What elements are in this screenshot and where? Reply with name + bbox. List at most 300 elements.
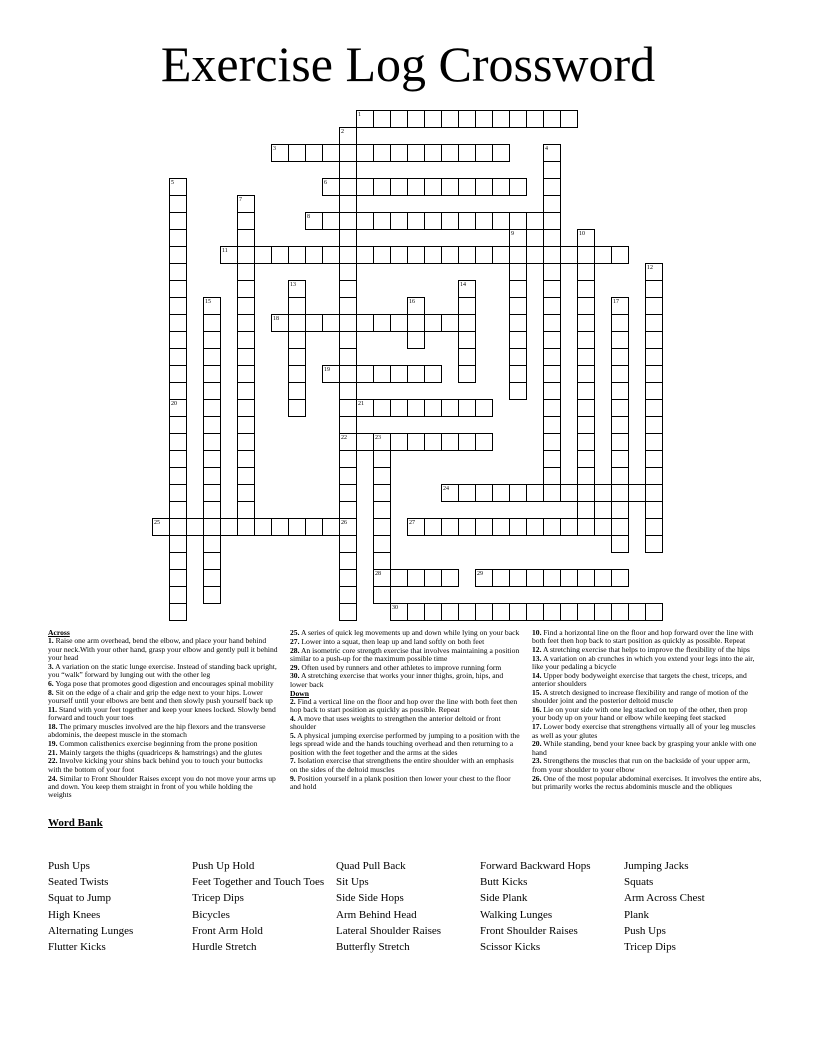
grid-cell[interactable] — [373, 433, 391, 451]
grid-cell[interactable] — [509, 569, 527, 587]
grid-cell[interactable] — [492, 518, 510, 536]
grid-cell[interactable] — [339, 586, 357, 604]
grid-cell[interactable] — [220, 518, 238, 536]
grid-cell[interactable] — [475, 212, 493, 230]
grid-cell[interactable] — [237, 229, 255, 247]
grid-cell[interactable] — [288, 144, 306, 162]
grid-cell[interactable] — [407, 246, 425, 264]
grid-cell[interactable] — [424, 365, 442, 383]
grid-cell[interactable] — [339, 450, 357, 468]
grid-cell[interactable] — [645, 297, 663, 315]
grid-cell[interactable] — [271, 246, 289, 264]
grid-cell[interactable] — [645, 280, 663, 298]
grid-cell[interactable] — [220, 246, 238, 264]
grid-cell[interactable] — [543, 365, 561, 383]
grid-cell[interactable] — [356, 314, 374, 332]
grid-cell[interactable] — [203, 501, 221, 519]
grid-cell[interactable] — [577, 484, 595, 502]
grid-cell[interactable] — [237, 450, 255, 468]
grid-cell[interactable] — [611, 297, 629, 315]
grid-cell[interactable] — [288, 399, 306, 417]
grid-cell[interactable] — [441, 178, 459, 196]
grid-cell[interactable] — [645, 314, 663, 332]
grid-cell[interactable] — [645, 416, 663, 434]
grid-cell[interactable] — [339, 569, 357, 587]
grid-cell[interactable] — [203, 484, 221, 502]
grid-cell[interactable] — [543, 484, 561, 502]
grid-cell[interactable] — [458, 212, 476, 230]
grid-cell[interactable] — [373, 552, 391, 570]
grid-cell[interactable] — [441, 433, 459, 451]
grid-cell[interactable] — [169, 246, 187, 264]
grid-cell[interactable] — [645, 535, 663, 553]
grid-cell[interactable] — [373, 450, 391, 468]
grid-cell[interactable] — [305, 144, 323, 162]
grid-cell[interactable] — [543, 518, 561, 536]
grid-cell[interactable] — [288, 348, 306, 366]
grid-cell[interactable] — [390, 246, 408, 264]
grid-cell[interactable] — [441, 399, 459, 417]
grid-cell[interactable] — [390, 569, 408, 587]
grid-cell[interactable] — [509, 110, 527, 128]
grid-cell[interactable] — [441, 314, 459, 332]
grid-cell[interactable] — [458, 399, 476, 417]
grid-cell[interactable] — [543, 467, 561, 485]
grid-cell[interactable] — [339, 229, 357, 247]
grid-cell[interactable] — [390, 365, 408, 383]
grid-cell[interactable] — [611, 467, 629, 485]
grid-cell[interactable] — [373, 178, 391, 196]
grid-cell[interactable] — [424, 518, 442, 536]
grid-cell[interactable] — [339, 552, 357, 570]
grid-cell[interactable] — [577, 229, 595, 247]
grid-cell[interactable] — [237, 263, 255, 281]
grid-cell[interactable] — [577, 297, 595, 315]
grid-cell[interactable] — [203, 586, 221, 604]
grid-cell[interactable] — [441, 603, 459, 621]
grid-cell[interactable] — [611, 569, 629, 587]
grid-cell[interactable] — [611, 348, 629, 366]
grid-cell[interactable] — [458, 314, 476, 332]
grid-cell[interactable] — [203, 467, 221, 485]
grid-cell[interactable] — [543, 433, 561, 451]
grid-cell[interactable] — [458, 246, 476, 264]
grid-cell[interactable] — [475, 246, 493, 264]
grid-cell[interactable] — [577, 569, 595, 587]
grid-cell[interactable] — [152, 518, 170, 536]
grid-cell[interactable] — [645, 484, 663, 502]
grid-cell[interactable] — [475, 603, 493, 621]
grid-cell[interactable] — [475, 110, 493, 128]
grid-cell[interactable] — [611, 416, 629, 434]
grid-cell[interactable] — [594, 569, 612, 587]
grid-cell[interactable] — [458, 144, 476, 162]
grid-cell[interactable] — [424, 399, 442, 417]
grid-cell[interactable] — [203, 416, 221, 434]
grid-cell[interactable] — [560, 484, 578, 502]
grid-cell[interactable] — [560, 518, 578, 536]
grid-cell[interactable] — [339, 382, 357, 400]
grid-cell[interactable] — [645, 331, 663, 349]
grid-cell[interactable] — [288, 518, 306, 536]
grid-cell[interactable] — [645, 382, 663, 400]
grid-cell[interactable] — [169, 212, 187, 230]
grid-cell[interactable] — [526, 246, 544, 264]
grid-cell[interactable] — [339, 433, 357, 451]
grid-cell[interactable] — [339, 467, 357, 485]
grid-cell[interactable] — [373, 484, 391, 502]
grid-cell[interactable] — [169, 195, 187, 213]
grid-cell[interactable] — [577, 450, 595, 468]
grid-cell[interactable] — [169, 433, 187, 451]
grid-cell[interactable] — [577, 246, 595, 264]
grid-cell[interactable] — [458, 603, 476, 621]
grid-cell[interactable] — [441, 212, 459, 230]
grid-cell[interactable] — [322, 178, 340, 196]
grid-cell[interactable] — [237, 518, 255, 536]
grid-cell[interactable] — [492, 144, 510, 162]
grid-cell[interactable] — [475, 433, 493, 451]
grid-cell[interactable] — [509, 348, 527, 366]
grid-cell[interactable] — [373, 535, 391, 553]
grid-cell[interactable] — [424, 314, 442, 332]
grid-cell[interactable] — [169, 399, 187, 417]
grid-cell[interactable] — [492, 110, 510, 128]
grid-cell[interactable] — [271, 144, 289, 162]
grid-cell[interactable] — [169, 484, 187, 502]
grid-cell[interactable] — [339, 348, 357, 366]
grid-cell[interactable] — [424, 212, 442, 230]
grid-cell[interactable] — [611, 450, 629, 468]
grid-cell[interactable] — [339, 178, 357, 196]
grid-cell[interactable] — [475, 518, 493, 536]
grid-cell[interactable] — [458, 331, 476, 349]
grid-cell[interactable] — [288, 365, 306, 383]
grid-cell[interactable] — [441, 110, 459, 128]
grid-cell[interactable] — [203, 399, 221, 417]
grid-cell[interactable] — [492, 484, 510, 502]
grid-cell[interactable] — [339, 535, 357, 553]
grid-cell[interactable] — [339, 161, 357, 179]
grid-cell[interactable] — [169, 467, 187, 485]
grid-cell[interactable] — [611, 535, 629, 553]
grid-cell[interactable] — [373, 246, 391, 264]
grid-cell[interactable] — [339, 297, 357, 315]
grid-cell[interactable] — [645, 467, 663, 485]
grid-cell[interactable] — [594, 246, 612, 264]
grid-cell[interactable] — [407, 569, 425, 587]
grid-cell[interactable] — [203, 365, 221, 383]
grid-cell[interactable] — [543, 280, 561, 298]
grid-cell[interactable] — [594, 518, 612, 536]
grid-cell[interactable] — [169, 348, 187, 366]
grid-cell[interactable] — [339, 416, 357, 434]
grid-cell[interactable] — [169, 365, 187, 383]
grid-cell[interactable] — [458, 348, 476, 366]
grid-cell[interactable] — [458, 178, 476, 196]
grid-cell[interactable] — [543, 246, 561, 264]
grid-cell[interactable] — [543, 603, 561, 621]
grid-cell[interactable] — [441, 144, 459, 162]
grid-cell[interactable] — [169, 280, 187, 298]
grid-cell[interactable] — [577, 433, 595, 451]
grid-cell[interactable] — [339, 484, 357, 502]
grid-cell[interactable] — [441, 569, 459, 587]
grid-cell[interactable] — [458, 365, 476, 383]
grid-cell[interactable] — [645, 501, 663, 519]
grid-cell[interactable] — [407, 314, 425, 332]
grid-cell[interactable] — [203, 552, 221, 570]
grid-cell[interactable] — [577, 399, 595, 417]
grid-cell[interactable] — [509, 229, 527, 247]
grid-cell[interactable] — [203, 569, 221, 587]
grid-cell[interactable] — [203, 382, 221, 400]
grid-cell[interactable] — [611, 518, 629, 536]
grid-cell[interactable] — [237, 467, 255, 485]
grid-cell[interactable] — [611, 433, 629, 451]
grid-cell[interactable] — [509, 314, 527, 332]
grid-cell[interactable] — [322, 518, 340, 536]
grid-cell[interactable] — [407, 603, 425, 621]
grid-cell[interactable] — [509, 331, 527, 349]
grid-cell[interactable] — [509, 603, 527, 621]
grid-cell[interactable] — [577, 331, 595, 349]
grid-cell[interactable] — [373, 399, 391, 417]
grid-cell[interactable] — [203, 535, 221, 553]
grid-cell[interactable] — [526, 484, 544, 502]
grid-cell[interactable] — [169, 416, 187, 434]
grid-cell[interactable] — [356, 399, 374, 417]
grid-cell[interactable] — [611, 603, 629, 621]
grid-cell[interactable] — [186, 518, 204, 536]
grid-cell[interactable] — [543, 229, 561, 247]
grid-cell[interactable] — [577, 314, 595, 332]
grid-cell[interactable] — [424, 144, 442, 162]
grid-cell[interactable] — [237, 331, 255, 349]
grid-cell[interactable] — [543, 212, 561, 230]
grid-cell[interactable] — [441, 484, 459, 502]
grid-cell[interactable] — [526, 603, 544, 621]
grid-cell[interactable] — [526, 212, 544, 230]
grid-cell[interactable] — [492, 569, 510, 587]
grid-cell[interactable] — [390, 212, 408, 230]
grid-cell[interactable] — [475, 484, 493, 502]
grid-cell[interactable] — [458, 110, 476, 128]
grid-cell[interactable] — [237, 212, 255, 230]
grid-cell[interactable] — [169, 501, 187, 519]
grid-cell[interactable] — [288, 280, 306, 298]
grid-cell[interactable] — [203, 314, 221, 332]
grid-cell[interactable] — [390, 110, 408, 128]
grid-cell[interactable] — [322, 246, 340, 264]
grid-cell[interactable] — [339, 518, 357, 536]
grid-cell[interactable] — [475, 144, 493, 162]
grid-cell[interactable] — [288, 331, 306, 349]
grid-cell[interactable] — [441, 246, 459, 264]
grid-cell[interactable] — [424, 603, 442, 621]
grid-cell[interactable] — [254, 518, 272, 536]
grid-cell[interactable] — [203, 450, 221, 468]
grid-cell[interactable] — [509, 212, 527, 230]
grid-cell[interactable] — [237, 484, 255, 502]
grid-cell[interactable] — [237, 433, 255, 451]
grid-cell[interactable] — [407, 144, 425, 162]
grid-cell[interactable] — [339, 263, 357, 281]
grid-cell[interactable] — [543, 450, 561, 468]
grid-cell[interactable] — [594, 484, 612, 502]
grid-cell[interactable] — [373, 110, 391, 128]
grid-cell[interactable] — [441, 518, 459, 536]
grid-cell[interactable] — [424, 110, 442, 128]
grid-cell[interactable] — [509, 178, 527, 196]
grid-cell[interactable] — [305, 212, 323, 230]
grid-cell[interactable] — [356, 110, 374, 128]
grid-cell[interactable] — [169, 229, 187, 247]
grid-cell[interactable] — [373, 314, 391, 332]
grid-cell[interactable] — [611, 382, 629, 400]
grid-cell[interactable] — [373, 144, 391, 162]
grid-cell[interactable] — [169, 178, 187, 196]
grid-cell[interactable] — [322, 212, 340, 230]
grid-cell[interactable] — [526, 110, 544, 128]
grid-cell[interactable] — [356, 365, 374, 383]
grid-cell[interactable] — [509, 365, 527, 383]
grid-cell[interactable] — [543, 178, 561, 196]
grid-cell[interactable] — [390, 178, 408, 196]
grid-cell[interactable] — [169, 382, 187, 400]
grid-cell[interactable] — [509, 280, 527, 298]
grid-cell[interactable] — [594, 603, 612, 621]
grid-cell[interactable] — [271, 314, 289, 332]
grid-cell[interactable] — [237, 195, 255, 213]
grid-cell[interactable] — [339, 603, 357, 621]
grid-cell[interactable] — [339, 246, 357, 264]
grid-cell[interactable] — [356, 144, 374, 162]
grid-cell[interactable] — [339, 399, 357, 417]
grid-cell[interactable] — [169, 535, 187, 553]
grid-cell[interactable] — [543, 297, 561, 315]
grid-cell[interactable] — [407, 433, 425, 451]
grid-cell[interactable] — [407, 399, 425, 417]
grid-cell[interactable] — [492, 212, 510, 230]
grid-cell[interactable] — [407, 110, 425, 128]
grid-cell[interactable] — [577, 382, 595, 400]
grid-cell[interactable] — [407, 518, 425, 536]
grid-cell[interactable] — [543, 144, 561, 162]
grid-cell[interactable] — [169, 586, 187, 604]
grid-cell[interactable] — [458, 518, 476, 536]
grid-cell[interactable] — [543, 569, 561, 587]
grid-cell[interactable] — [169, 314, 187, 332]
grid-cell[interactable] — [458, 433, 476, 451]
grid-cell[interactable] — [543, 382, 561, 400]
grid-cell[interactable] — [543, 195, 561, 213]
grid-cell[interactable] — [237, 501, 255, 519]
grid-cell[interactable] — [390, 399, 408, 417]
grid-cell[interactable] — [271, 518, 289, 536]
grid-cell[interactable] — [169, 603, 187, 621]
grid-cell[interactable] — [543, 263, 561, 281]
grid-cell[interactable] — [203, 348, 221, 366]
grid-cell[interactable] — [237, 365, 255, 383]
grid-cell[interactable] — [237, 246, 255, 264]
grid-cell[interactable] — [577, 603, 595, 621]
grid-cell[interactable] — [305, 246, 323, 264]
grid-cell[interactable] — [305, 518, 323, 536]
grid-cell[interactable] — [407, 365, 425, 383]
grid-cell[interactable] — [560, 246, 578, 264]
grid-cell[interactable] — [339, 501, 357, 519]
grid-cell[interactable] — [288, 297, 306, 315]
grid-cell[interactable] — [509, 382, 527, 400]
grid-cell[interactable] — [611, 246, 629, 264]
grid-cell[interactable] — [645, 450, 663, 468]
grid-cell[interactable] — [611, 331, 629, 349]
grid-cell[interactable] — [492, 178, 510, 196]
grid-cell[interactable] — [203, 297, 221, 315]
grid-cell[interactable] — [577, 416, 595, 434]
grid-cell[interactable] — [628, 484, 646, 502]
grid-cell[interactable] — [458, 280, 476, 298]
grid-cell[interactable] — [339, 212, 357, 230]
grid-cell[interactable] — [543, 416, 561, 434]
grid-cell[interactable] — [475, 569, 493, 587]
grid-cell[interactable] — [356, 246, 374, 264]
grid-cell[interactable] — [543, 331, 561, 349]
grid-cell[interactable] — [322, 144, 340, 162]
grid-cell[interactable] — [237, 416, 255, 434]
grid-cell[interactable] — [577, 501, 595, 519]
grid-cell[interactable] — [611, 484, 629, 502]
grid-cell[interactable] — [169, 450, 187, 468]
grid-cell[interactable] — [169, 569, 187, 587]
grid-cell[interactable] — [645, 399, 663, 417]
grid-cell[interactable] — [339, 195, 357, 213]
grid-cell[interactable] — [611, 399, 629, 417]
grid-cell[interactable] — [611, 501, 629, 519]
grid-cell[interactable] — [577, 348, 595, 366]
grid-cell[interactable] — [645, 518, 663, 536]
grid-cell[interactable] — [526, 569, 544, 587]
grid-cell[interactable] — [577, 365, 595, 383]
grid-cell[interactable] — [509, 297, 527, 315]
grid-cell[interactable] — [373, 501, 391, 519]
grid-cell[interactable] — [169, 331, 187, 349]
grid-cell[interactable] — [424, 569, 442, 587]
grid-cell[interactable] — [288, 314, 306, 332]
grid-cell[interactable] — [645, 263, 663, 281]
grid-cell[interactable] — [373, 569, 391, 587]
grid-cell[interactable] — [305, 314, 323, 332]
grid-cell[interactable] — [458, 297, 476, 315]
grid-cell[interactable] — [169, 297, 187, 315]
grid-cell[interactable] — [237, 348, 255, 366]
grid-cell[interactable] — [407, 331, 425, 349]
grid-cell[interactable] — [339, 144, 357, 162]
grid-cell[interactable] — [237, 314, 255, 332]
grid-cell[interactable] — [373, 365, 391, 383]
grid-cell[interactable] — [577, 263, 595, 281]
grid-cell[interactable] — [373, 212, 391, 230]
grid-cell[interactable] — [169, 552, 187, 570]
grid-cell[interactable] — [577, 467, 595, 485]
grid-cell[interactable] — [288, 246, 306, 264]
grid-cell[interactable] — [407, 212, 425, 230]
grid-cell[interactable] — [611, 365, 629, 383]
grid-cell[interactable] — [237, 399, 255, 417]
grid-cell[interactable] — [509, 484, 527, 502]
grid-cell[interactable] — [237, 382, 255, 400]
